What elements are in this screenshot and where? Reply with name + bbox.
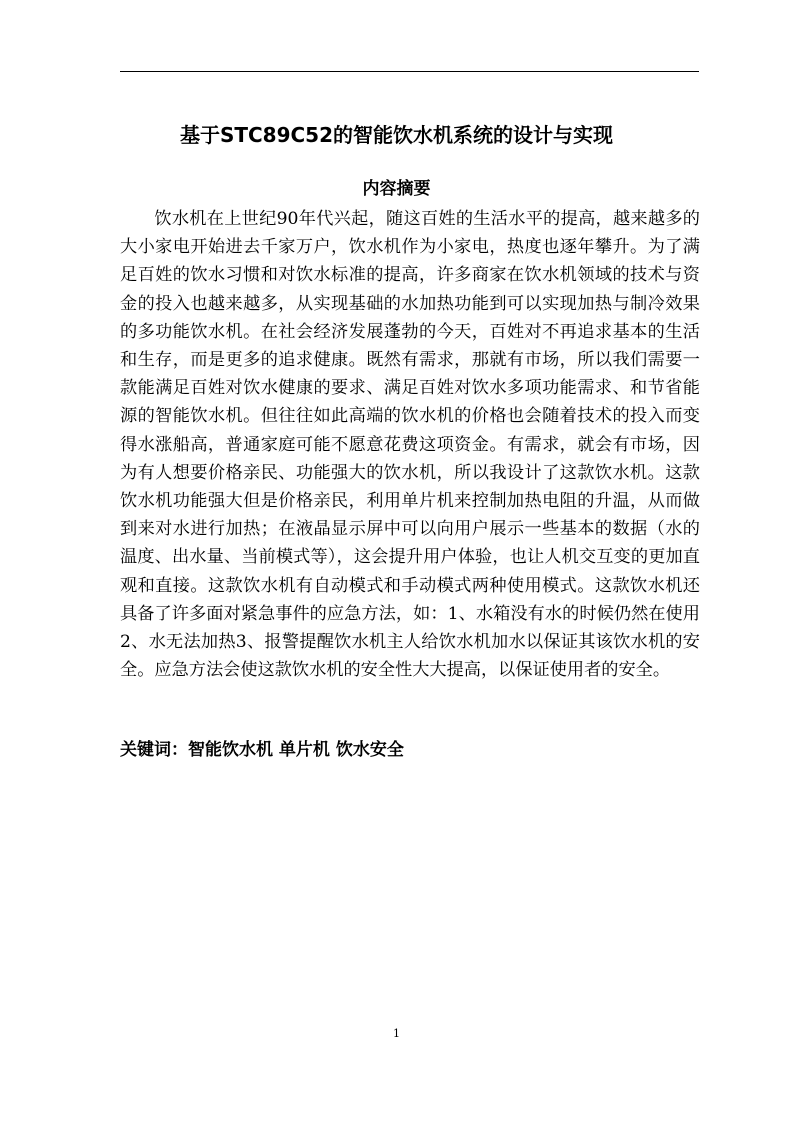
- abstract-heading: 内容摘要: [362, 179, 431, 199]
- keywords-line: 关键词：智能饮水机 单片机 饮水安全: [120, 740, 404, 760]
- header-rule: [120, 71, 699, 72]
- page-number: 1: [393, 1027, 400, 1040]
- abstract-body: 饮水机在上世纪90年代兴起，随这百姓的生活水平的提高，越来越多的大小家电开始进去千家万户，饮水机作为小家电，热度也逐年攀升。为了满足百姓的饮水习惯和对饮水标准的提高，许多商家在饮水机领域的技术与资金的投入也越来越多，从实现基础的水加热功能到可以实现加热与制冷效果的多功能饮水机。在社会经济发展蓬勃的今天，百姓对不再追求基本的生活和生存，而是更多的追求健康。既然有需求，那就有市场，所以我们需要一款能满足百姓对饮水健康的要求、满足百姓对饮水多项功能需求、和节省能源的智能饮水机。但往往如此高端的饮水机的价格也会随着技术的投入而变得水涨船高，普通家庭可能不愿意花费这项资金。有需求，就会有市场，因为有人想要价格亲民、功能强大的饮水机，所以我设计了这款饮水机。这款饮水机功能强大但是价格亲民，利用单片机来控制加热电阻的升温，从而做到来对水进行加热；在液晶显示屏中可以向用户展示一些基本的数据（水的温度、出水量、当前模式等），这会提升用户体验，也让人机交互变的更加直观和直接。这款饮水机有自动模式和手动模式两种使用模式。这款饮水机还具备了许多面对紧急事件的应急方法，如：1、水箱没有水的时候仍然在使用2、水无法加热3、报警提醒饮水机主人给饮水机加水以保证其该饮水机的安全。应急方法会使这款饮水机的安全性大大提高，以保证使用者的安全。: [120, 209, 700, 681]
- paper-title: 基于STC89C52的智能饮水机系统的设计与实现: [179, 123, 614, 147]
